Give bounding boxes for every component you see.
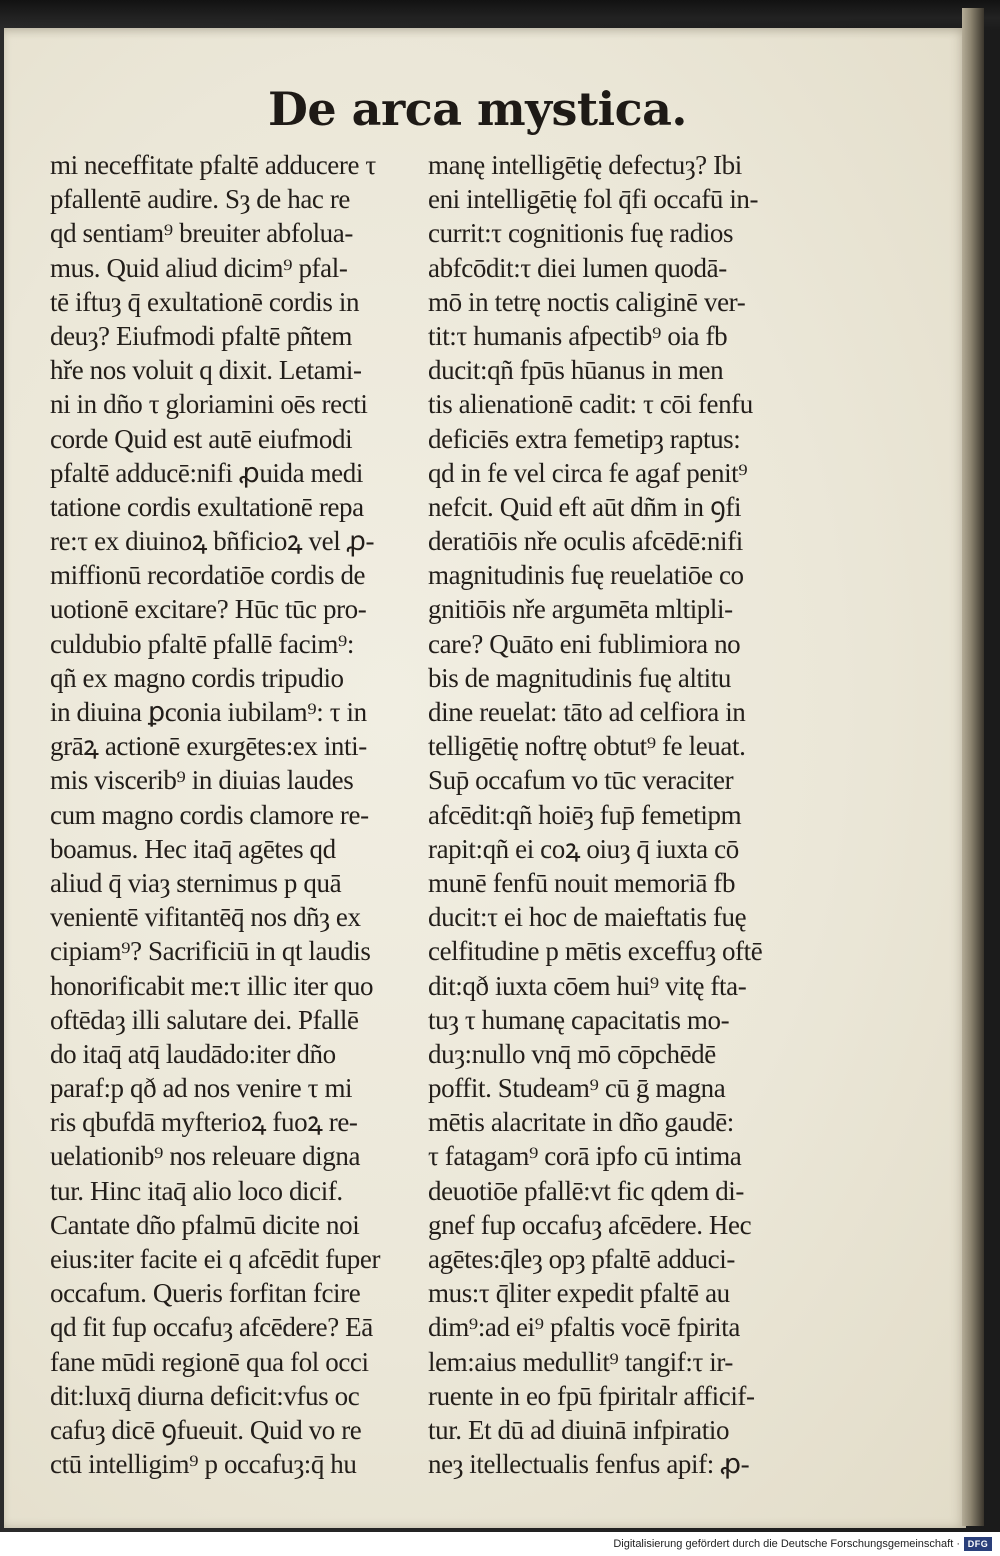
text-line: hře nos voluit q dixit. Letami- [50,355,362,386]
text-line: mō in tetrę noctis caliginē ver- [428,286,746,317]
text-line: gnef fup occafuȝ afcēdere. Hec [428,1209,752,1240]
text-line: tur. Hinc itaq̄ alio loco dicif. [50,1175,343,1206]
text-line: cum magno cordis clamore re- [50,799,369,830]
text-line: honorificabit me:τ illic iter quo [50,970,374,1001]
text-line: uotionē excitare? Hūc tūc pro- [50,594,367,625]
text-line: celfitudine p mētis exceffuȝ oftē [428,936,763,967]
text-line: agētes:q̄leȝ opȝ pfaltē adduci- [428,1244,735,1274]
text-line: Sup̄ occafum vo tūc veraciter [428,765,734,796]
text-line: occafum. Queris forfitan fcire [50,1278,361,1309]
text-line: pfallentē audire. Sȝ de hac re [50,184,351,215]
text-line: re:τ ex diuinoꝝ bñficioꝝ vel ꝓ- [50,526,375,557]
text-line: tis alienationē cadit: τ cōi fenfu [428,389,753,420]
text-line: cafuȝ dicē ꝯfueuit. Quid vo re [50,1414,362,1445]
text-line: venientē vifitantēq̄ nos dñȝ ex [50,902,361,933]
text-line: qd in fe vel circa fe agaf penit⁹ [428,457,748,488]
text-line: in diuina ꝑconia iubilam⁹: τ in [50,697,367,727]
text-line: paraf:p qð ad nos venire τ mi [50,1073,353,1104]
text-line: ctū intelligim⁹ p occafuȝ:q̄ hu [50,1449,357,1480]
text-line: rapit:qñ ei coꝝ oiuȝ q̄ iuxta cō [428,833,739,864]
text-line: eius:iter facite ei q afcēdit fuper [50,1244,381,1274]
text-line: do itaq̄ atq̄ laudādo:iter dño [50,1038,336,1069]
text-line: lem:aius medullit⁹ tangif:τ ir- [428,1346,734,1377]
text-line: abfcōdit:τ diei lumen quodā- [428,252,727,283]
text-line: ducit:τ ei hoc de maieftatis fuę [428,902,747,933]
text-line: tur. Et dū ad diuinā infpiratio [428,1414,730,1445]
text-line: deuȝ? Eiufmodi pfaltē pñtem [50,320,353,351]
text-line: miffionū recordatiōe cordis de [50,560,366,591]
scan-top-shadow [0,0,1000,30]
text-line: qd sentiam⁹ breuiter abfolua- [50,218,353,249]
text-line: gnitiōis nře argumēta mltipli- [428,594,733,625]
text-line: eni intelligētię fol q̄fi occafū in- [428,184,759,215]
dfg-logo: DFG [964,1537,992,1551]
text-line: qd fit fup occafuȝ afcēdere? Eā [50,1312,373,1343]
text-line: grāꝝ actionē exurgētes:ex inti- [50,731,367,762]
text-line: tit:τ humanis afpectib⁹ oia fb [428,320,728,351]
text-line: τ fatagam⁹ corā ipfo cū intima [428,1141,742,1172]
text-line: manę intelligētię defectuȝ? Ibi [428,150,742,180]
text-line: culdubio pfaltē pfallē facim⁹: [50,628,355,659]
text-line: dit:luxq̄ diurna deficit:vfus oc [50,1380,360,1411]
funding-credit: Digitalisierung gefördert durch die Deutsche Forschungsgemeinschaft · [613,1538,960,1550]
text-line: ruente in eo fpū fpiritalr afficif- [428,1380,755,1411]
text-line: telligētię noftrę obtut⁹ fe leuat. [428,731,746,762]
text-line: deratiōis nře oculis afcēdē:nifi [428,526,743,557]
text-line: dit:qð iuxta cōem hui⁹ vitę fta- [428,970,747,1001]
text-line: ducit:qñ fpūs hūanus in men [428,355,724,386]
text-column-left [50,148,412,1481]
text-line: dine reuelat: tāto ad celfiora in [428,697,746,727]
page-edge [962,8,984,1526]
text-line: deuotiōe pfallē:vt fic qdem di- [428,1175,744,1206]
text-line: bis de magnitudinis fuę altitu [428,662,731,693]
text-line: mētis alacritate in dño gaudē: [428,1107,734,1138]
text-line: tatione cordis exultationē repa [50,491,364,522]
text-column-right [428,148,790,1481]
text-line: nefcit. Quid eft aūt dñm in ꝯfi [428,491,742,522]
text-line: corde Quid est autē eiufmodi [50,423,353,454]
running-head: De arca mystica. [268,82,687,136]
text-line: care? Quāto eni fublimiora no [428,628,741,659]
text-line: neȝ itellectualis fenfus apif: ꝓ- [428,1449,750,1480]
text-line: qñ ex magno cordis tripudio [50,662,344,693]
text-line: tē iftuȝ q̄ exultationē cordis in [50,286,360,317]
text-line: oftēdaȝ illi salutare dei. Pfallē [50,1004,359,1035]
text-line: aliud q̄ viaȝ sternimus p quā [50,867,342,898]
text-line: tuȝ τ humanę capacitatis mo- [428,1004,730,1035]
text-line: mus. Quid aliud dicim⁹ pfal- [50,252,348,283]
text-line: mus:τ q̄liter expedit pfaltē au [428,1278,730,1309]
text-line: mi neceffitate pfaltē adducere τ [50,150,376,180]
text-line: boamus. Hec itaq̄ agētes qd [50,833,336,864]
text-line: ris qbufdā myfterioꝝ fuoꝝ re- [50,1107,358,1138]
text-line: mis viscerib⁹ in diuias laudes [50,765,354,796]
text-line: poffit. Studeam⁹ cū ḡ magna [428,1073,726,1104]
text-line: cipiam⁹? Sacrificiū in qt laudis [50,936,371,967]
text-line: Cantate dño pfalmū dicite noi [50,1209,360,1240]
text-line: magnitudinis fuę reuelatiōe co [428,560,744,591]
text-line: dim⁹:ad ei⁹ pfaltis vocē fpirita [428,1312,740,1343]
text-line: deficiēs extra femetipȝ raptus: [428,423,741,454]
text-line: pfaltē adducē:nifi ꝓuida medi [50,457,363,488]
text-line: munē fenfū nouit memoriā fb [428,867,736,898]
text-line: duȝ:nullo vnq̄ mō cōpchēdē [428,1038,716,1069]
text-line: afcēdit:qñ hoiēȝ fup̄ femetipm [428,799,742,830]
text-line: fane mūdi regionē qua fol occi [50,1346,369,1377]
text-line: uelationib⁹ nos releuare digna [50,1141,361,1172]
text-line: currit:τ cognitionis fuę radios [428,218,734,249]
text-line: ni in dño τ gloriamini oēs recti [50,389,368,420]
